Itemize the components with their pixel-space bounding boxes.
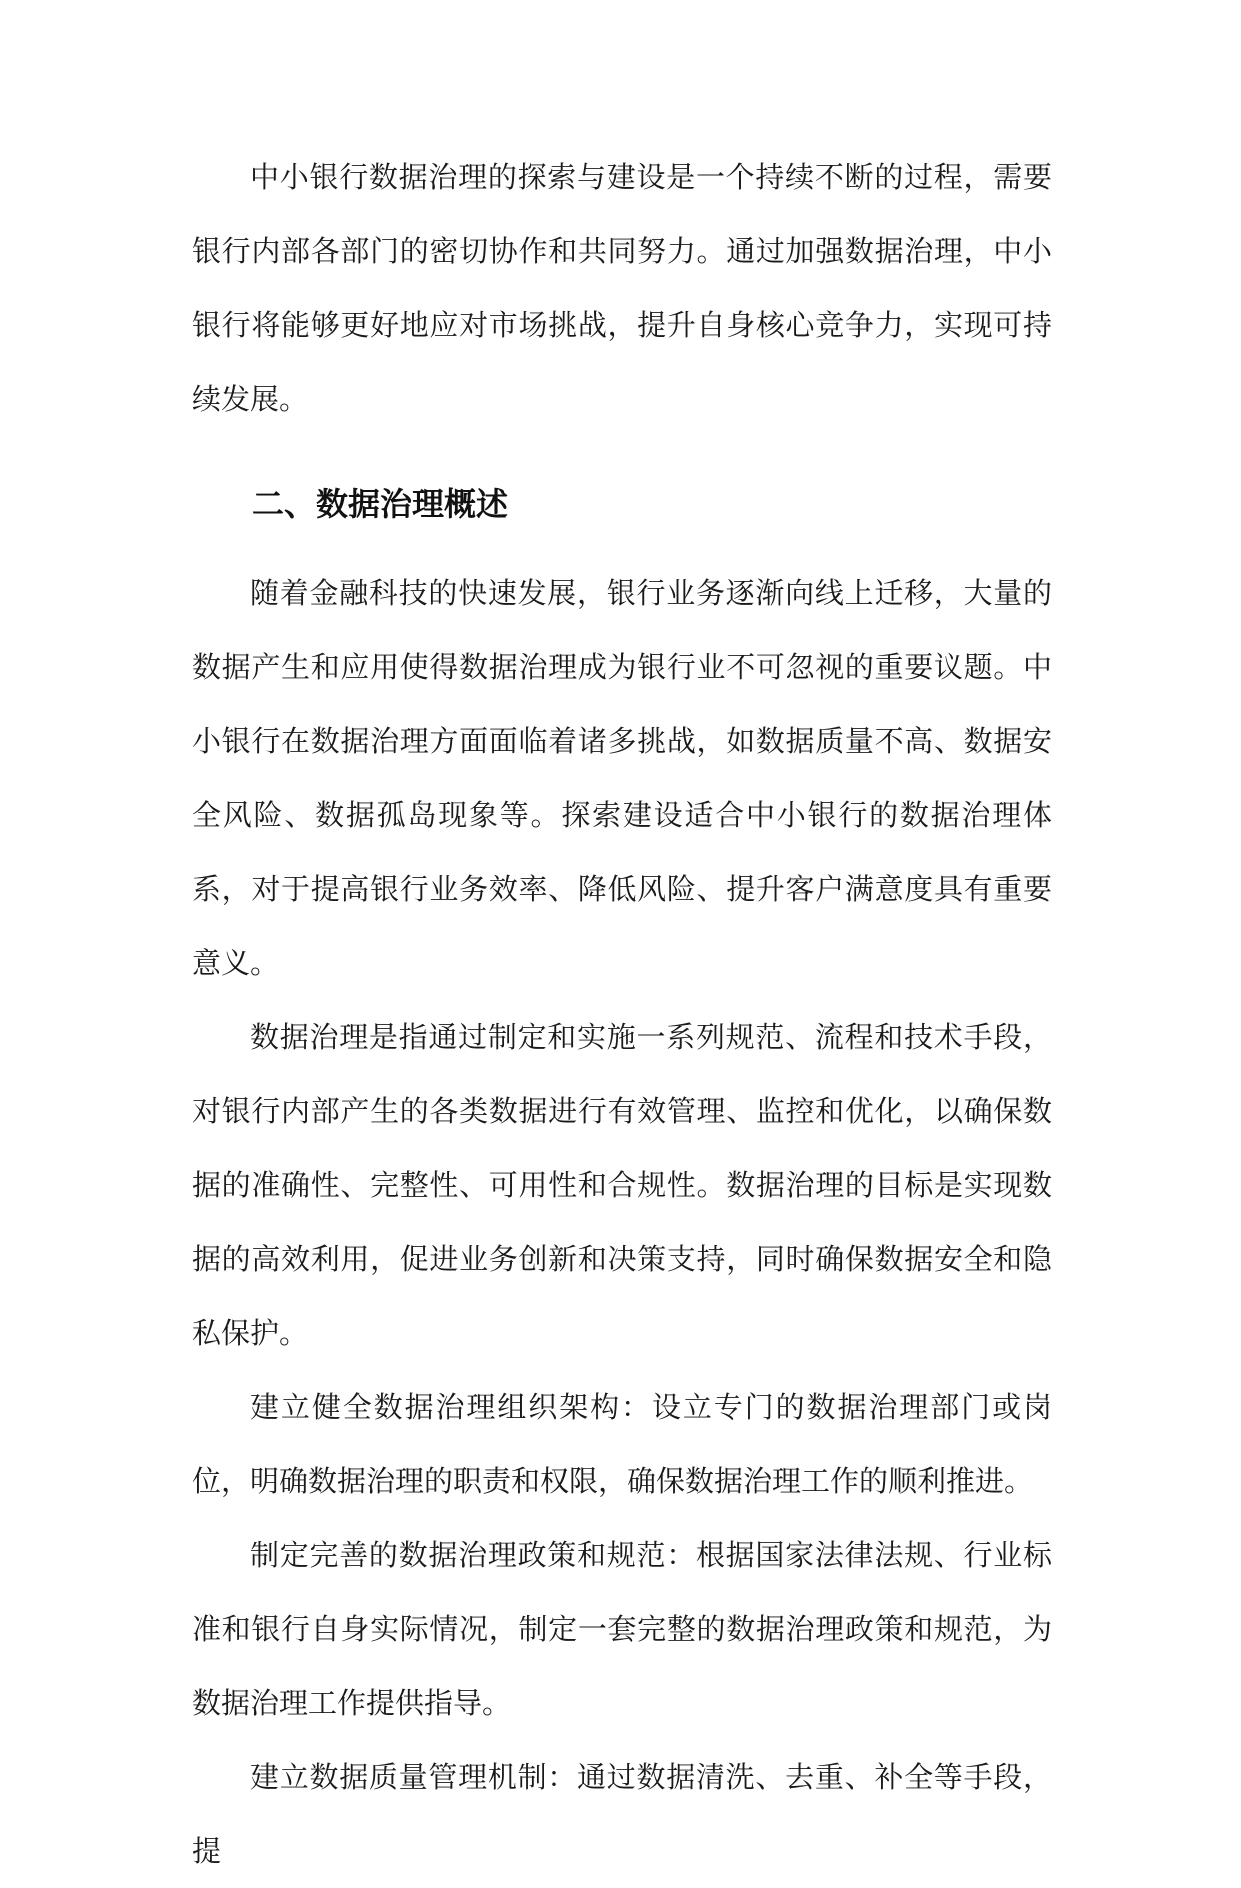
document-body [192, 140, 1052, 1888]
paragraph-3: 建立健全数据治理组织架构：设立专门的数据治理部门或岗位，明确数据治理的职责和权限，确保数据治理工作的顺利推进。 [192, 1390, 1052, 1498]
paragraph-2: 数据治理是指通过制定和实施一系列规范、流程和技术手段，对银行内部产生的各类数据进行有效管理、监控和优化，以确保数据的准确性、完整性、可用性和合规性。数据治理的目标是实现数据的高效利用，促进业务创新和决策支持，同时确保数据安全和隐私保护。 [192, 1020, 1052, 1350]
paragraph-4: 制定完善的数据治理政策和规范：根据国家法律法规、行业标准和银行自身实际情况，制定一套完整的数据治理政策和规范，为数据治理工作提供指导。 [192, 1538, 1052, 1720]
intro-paragraph: 中小银行数据治理的探索与建设是一个持续不断的过程，需要银行内部各部门的密切协作和共同努力。通过加强数据治理，中小银行将能够更好地应对市场挑战，提升自身核心竞争力，实现可持续发展。 [192, 160, 1052, 416]
section-heading: 二、数据治理概述 [252, 485, 509, 523]
paragraph-5: 建立数据质量管理机制：通过数据清洗、去重、补全等手段，提 [192, 1760, 1052, 1868]
paragraph-1: 随着金融科技的快速发展，银行业务逐渐向线上迁移，大量的数据产生和应用使得数据治理成为银行业不可忽视的重要议题。中小银行在数据治理方面面临着诸多挑战，如数据质量不高、数据安全风险、数据孤岛现象等。探索建设适合中小银行的数据治理体系，对于提高银行业务效率、降低风险、提升客户满意度具有重要意义。 [192, 576, 1052, 980]
